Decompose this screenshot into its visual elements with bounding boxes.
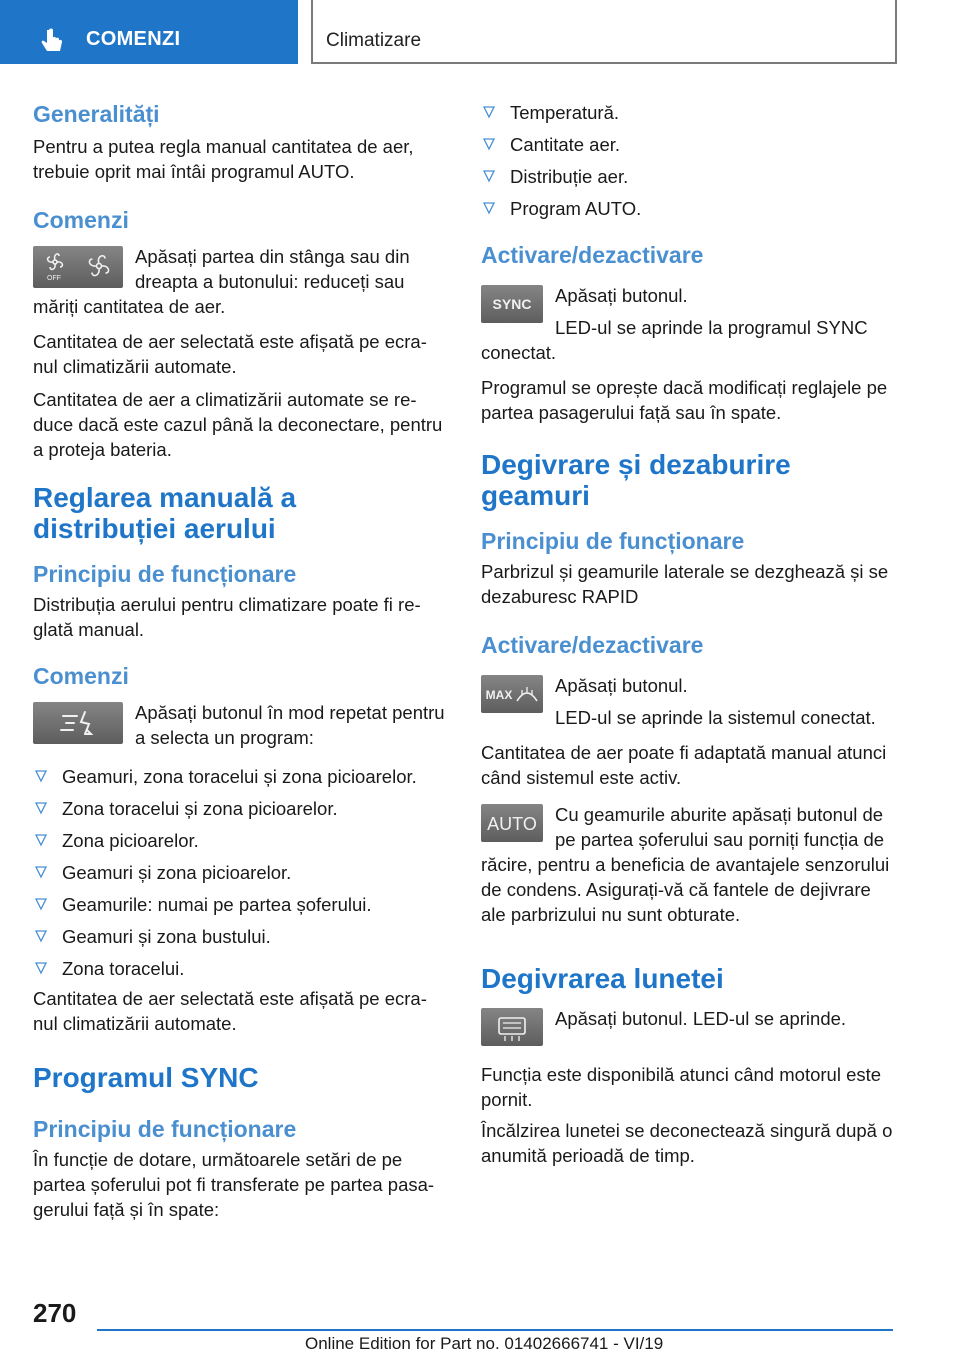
triangle-bullet-icon [483,138,495,151]
hand-pointer-icon [40,28,66,54]
paragraph: Distribuția aerului pentru climatizare poate fi reglată manual. [33,594,421,640]
triangle-bullet-icon [35,962,47,975]
paragraph: LED-ul se aprinde la sistemul conectat. [555,707,876,728]
list-item: Geamuri și zona bustului. [33,924,445,949]
triangle-bullet-icon [35,930,47,943]
svg-text:AUTO: AUTO [487,814,537,834]
section-tab [0,0,298,64]
list-item: Geamuri și zona picioarelor. [33,860,445,885]
heading-degivrare: Degivrare și dezaburire geamuri [481,449,791,511]
list-item: Distribuție aer. [481,164,899,189]
list-item: Cantitate aer. [481,132,899,157]
paragraph: Apăsați butonul în mod repetat pentru a selecta un program: [135,702,445,748]
paragraph: Apăsați partea din stânga sau din dreapta a butonului: reduceți sau măriți cantitatea de aer. [33,246,410,317]
left-column [33,100,445,1222]
list-item: Zona toracelui. [33,956,445,981]
right-column [481,100,899,1168]
paragraph: Cantitatea de aer selectată este afișată pe ecranul climatizării automate. [33,988,427,1034]
max-button-block [481,673,899,730]
max-defrost-icon [481,675,543,713]
sync-button-icon [481,285,543,323]
paragraph: Cu geamurile aburite apăsați butonul de pe partea șoferului sau porniți funcția de răcire, pentru a beneficia de avantajele senzorului de condens. Asigurați-vă că fantele de dejivrare ale parbrizului nu sunt obturate. [481,804,890,925]
triangle-bullet-icon [35,834,47,847]
paragraph: LED-ul se aprinde la programul SYNC conectat. [481,317,868,363]
paragraph: Parbrizul și geamurile laterale se dezghează și se dezaburesc RAPID [481,561,889,607]
triangle-bullet-icon [35,866,47,879]
paragraph: Pentru a putea regla manual cantitatea de aer, trebuie oprit mai întâi programul AUTO. [33,136,414,182]
auto-button-block [481,802,899,927]
program-list [33,764,445,981]
triangle-bullet-icon [35,802,47,815]
chapter-tab [311,0,897,64]
heading-principiu: Principiu de funcționare [33,561,297,587]
air-distribution-icon [33,702,123,744]
list-item: Geamuri, zona toracelui și zona picioarelor. [33,764,445,789]
page-number: 270 [33,1298,77,1328]
paragraph: Cantitatea de aer selectată este afișată pe ecranul climatizării automate. [33,331,427,377]
paragraph: Cantitatea de aer a climatizării automate se reduce dacă este cazul până la deconectare, pentru a proteja bateria. [33,389,443,460]
triangle-bullet-icon [483,170,495,183]
triangle-bullet-icon [483,202,495,215]
heading-reglarea: Reglarea manuală a distribuției aerului [33,482,297,544]
heading-luneta: Degivrarea lunetei [481,963,724,994]
svg-text:MAX: MAX [485,688,513,702]
fan-control-block [33,244,445,319]
heading-principiu: Principiu de funcționare [33,1116,297,1142]
sync-button-block [481,283,899,365]
paragraph: Apăsați butonul. [555,675,688,696]
triangle-bullet-icon [35,770,47,783]
paragraph: Funcția este disponibilă atunci când motorul este pornit. [481,1064,882,1110]
heading-comenzi: Comenzi [33,663,129,689]
list-item: Zona toracelui și zona picioarelor. [33,796,445,821]
heading-sync: Programul SYNC [33,1062,259,1093]
triangle-bullet-icon [483,106,495,119]
footer-divider [97,1329,893,1331]
list-item: Temperatură. [481,100,899,125]
list-item: Geamurile: numai pe partea șoferului. [33,892,445,917]
paragraph: Cantitatea de aer poate fi adaptată manual atunci când sistemul este activ. [481,742,887,788]
heading-activare: Activare/dezactivare [481,242,704,268]
auto-button-icon [481,804,543,842]
svg-text:OFF: OFF [47,275,61,282]
rear-defrost-icon [481,1008,543,1046]
heading-principiu: Principiu de funcționare [481,528,745,554]
list-item: Zona picioarelor. [33,828,445,853]
paragraph: Apăsați butonul. [555,285,688,306]
heading-generalitati: Generalități [33,101,160,127]
fan-off-icon [33,246,123,288]
air-distribution-block [33,700,445,750]
list-item: Program AUTO. [481,196,899,221]
chapter-title: Climatizare [326,30,422,51]
heading-comenzi: Comenzi [33,207,129,233]
paragraph: În funcție de dotare, următoarele setări de pe partea șoferului pot fi transferate pe partea pasagerului față și în spate: [33,1149,435,1220]
rear-defrost-block [481,1006,899,1050]
paragraph: Apăsați butonul. LED-ul se aprinde. [555,1008,847,1029]
sync-list [481,100,899,221]
heading-activare: Activare/dezactivare [481,632,704,658]
triangle-bullet-icon [35,898,47,911]
edition-text: Online Edition for Part no. 01402666741 - VI/19 [305,1334,664,1353]
svg-text:SYNC: SYNC [492,296,532,312]
paragraph: Programul se oprește dacă modificați reglajele pe partea pasagerului față sau în spate. [481,377,888,423]
section-title: COMENZI [86,28,181,50]
paragraph: Încălzirea lunetei se deconectează singură după o anumită perioadă de timp. [481,1120,893,1166]
